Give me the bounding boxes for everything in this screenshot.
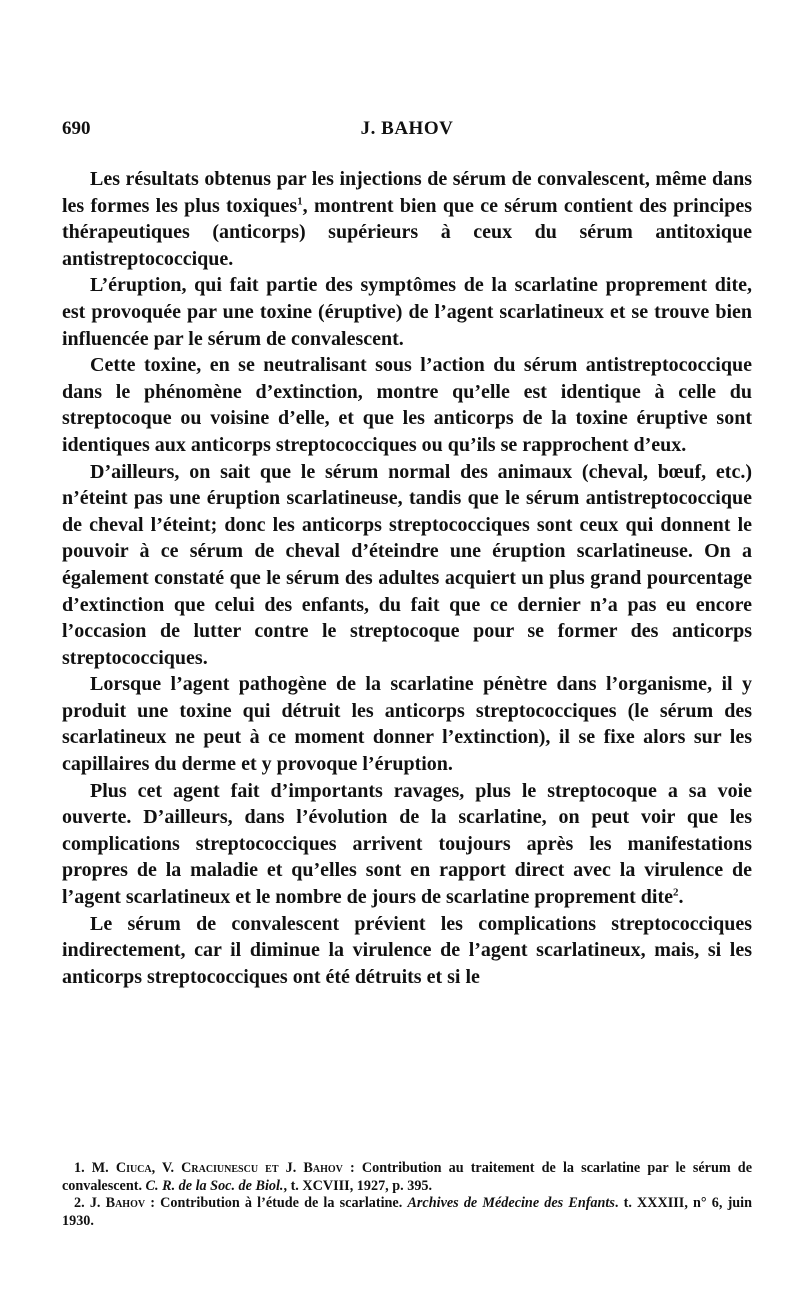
footnote-marker: 2 bbox=[673, 886, 679, 899]
page-number: 690 bbox=[62, 118, 91, 139]
paragraph: Cette toxine, en se neutralisant sous l’action du sérum antistreptococcique dans le phénomène d’extinction, montre qu’elle est identique à celle du streptocoque ou voisine d’elle, et que les anticorps de la toxine éruptive sont identiques aux anticorps streptococciques ou qu’ils se rapprochent d’eux. bbox=[62, 354, 752, 456]
paragraph: D’ailleurs, on sait que le sérum normal des animaux (cheval, bœuf, etc.) n’éteint pas une éruption scarlatineuse, tandis que le sérum antistreptococcique de cheval l’éteint; donc les anticorps streptococciques sont ceux qui donnent le pouvoir à ce sérum de cheval d’éteindre une éruption scarlatineuse. On a également constaté que le sérum des adultes acquiert un plus grand pourcentage d’extinction que celui des enfants, du fait que ce dernier n’a pas eu encore l’occasion de lutter contre le streptocoque pour se former des anticorps streptococciques. bbox=[62, 460, 752, 669]
footnote-authors: J. Bahov bbox=[89, 1195, 146, 1211]
page-header bbox=[62, 118, 752, 148]
paragraph: L’éruption, qui fait partie des symptômes de la scarlatine proprement dite, est provoquée par une toxine (éruptive) de l’agent scarlatineux et se trouve bien influencée par le sérum de convalescent. bbox=[62, 274, 752, 350]
body-text bbox=[62, 166, 752, 990]
footnote-marker: 1 bbox=[297, 194, 303, 207]
paragraph: Plus cet agent fait d’importants ravages, plus le streptocoque a sa voie ouverte. D’ailleurs, dans l’évolution de la scarlatine, on peut voir que les complications streptococciques arrivent toujours après les manifestations propres de la maladie et qu’elles sont en rapport direct avec la virulence de l’agent scarlatineux et le nombre de jours de scarlatine proprement dite$^2$. bbox=[62, 779, 752, 909]
footnote-journal: Archives de Médecine des Enfants bbox=[407, 1195, 615, 1211]
running-head: J. BAHOV bbox=[360, 118, 454, 139]
footnote: 1. M. Ciuca, V. Craciunescu et J. Bahov : Contribution au traitement de la scarlatine par le sérum de convalescent. C. R. de la Soc. de Biol., t. XCVIII, 1927, p. 395. bbox=[62, 1160, 752, 1194]
page bbox=[62, 118, 753, 1229]
paragraph: Les résultats obtenus par les injections de sérum de convalescent, même dans les formes les plus toxiques$^1$, montrent bien que ce sérum contient des principes thérapeutiques (anticorps) supérieurs à ceux du sérum antitoxique antistreptococcique. bbox=[62, 168, 753, 270]
footnote: 2. J. Bahov : Contribution à l’étude de la scarlatine. Archives de Médecine des Enfants. t. XXXIII, n° 6, juin 1930. bbox=[62, 1195, 753, 1229]
paragraph: Lorsque l’agent pathogène de la scarlatine pénètre dans l’organisme, il y produit une toxine qui détruit les anticorps streptococciques (le sérum des scarlatineux ne peut à ce moment donner l’extinction), il se fixe alors sur les capillaires du derme et y provoque l’éruption. bbox=[62, 673, 752, 776]
footnote-journal: C. R. de la Soc. de Biol. bbox=[145, 1177, 284, 1194]
footnote-authors: M. Ciuca, V. Craciunescu et J. Bahov bbox=[91, 1160, 343, 1176]
paragraph: Le sérum de convalescent prévient les complications streptococciques indirectement, car il diminue la virulence de l’agent scarlatineux, mais, si les anticorps streptococciques ont été détruits et si le bbox=[62, 912, 752, 988]
footnotes bbox=[62, 1160, 752, 1230]
